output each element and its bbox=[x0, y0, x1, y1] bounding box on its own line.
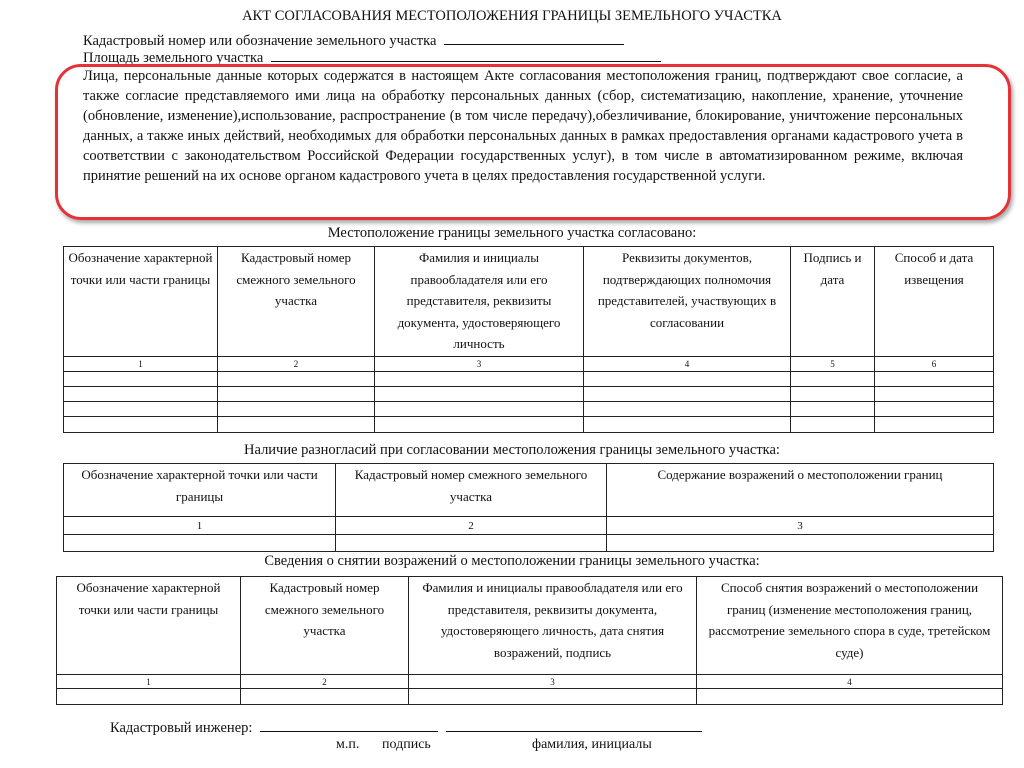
approval-num-2: 2 bbox=[218, 357, 375, 372]
disagreements-num-2: 2 bbox=[336, 517, 607, 535]
removal-heading: Сведения о снятии возражений о местоположении границы земельного участка: bbox=[264, 553, 760, 569]
removal-col-point: Обозначение характерной точки или части границы bbox=[57, 577, 241, 675]
removal-num-1: 1 bbox=[57, 675, 241, 689]
signature-blank bbox=[260, 716, 438, 732]
approval-num-1: 1 bbox=[64, 357, 218, 372]
disagreements-num-1: 1 bbox=[64, 517, 336, 535]
approval-col-notice: Способ и дата извещения bbox=[875, 247, 994, 357]
approval-col-signature: Подпись и дата bbox=[791, 247, 875, 357]
removal-col-cadastral: Кадастровый номер смежного земельного участка bbox=[241, 577, 409, 675]
disagreements-header-row bbox=[64, 464, 994, 517]
table-row bbox=[64, 372, 994, 387]
removal-col-method: Способ снятия возражений о местоположении границ (изменение местоположения границ, рассмотрение земельного спора в суде, третейском суде) bbox=[697, 577, 1003, 675]
table-row bbox=[64, 402, 994, 417]
approval-table bbox=[63, 246, 994, 433]
approval-num-4: 4 bbox=[584, 357, 791, 372]
removal-number-row bbox=[57, 675, 1003, 689]
disagreements-table bbox=[63, 463, 994, 552]
table-row bbox=[64, 535, 994, 552]
disagreements-number-row bbox=[64, 517, 994, 535]
approval-num-6: 6 bbox=[875, 357, 994, 372]
stamp-caption: м.п. bbox=[336, 737, 360, 752]
approval-col-owner: Фамилия и инициалы правообладателя или его представителя, реквизиты документа, удостоверяющего личность bbox=[375, 247, 584, 357]
disagreements-col-cadastral: Кадастровый номер смежного земельного участка bbox=[336, 464, 607, 517]
signature-caption: подпись bbox=[382, 737, 431, 752]
removal-num-2: 2 bbox=[241, 675, 409, 689]
table-row bbox=[64, 417, 994, 433]
approval-num-3: 3 bbox=[375, 357, 584, 372]
approval-heading: Местоположение границы земельного участка согласовано: bbox=[327, 225, 697, 241]
cadastral-number-blank bbox=[444, 29, 624, 45]
approval-number-row bbox=[64, 357, 994, 372]
area-blank bbox=[271, 46, 661, 62]
removal-header-row bbox=[57, 577, 1003, 675]
removal-num-4: 4 bbox=[697, 675, 1003, 689]
area-label: Площадь земельного участка bbox=[83, 50, 264, 66]
engineer-signature-line bbox=[110, 716, 702, 737]
disagreements-col-objections: Содержание возражений о местоположении границ bbox=[607, 464, 994, 517]
approval-col-point: Обозначение характерной точки или части границы bbox=[64, 247, 218, 357]
approval-num-5: 5 bbox=[791, 357, 875, 372]
table-row bbox=[57, 689, 1003, 705]
name-caption: фамилия, инициалы bbox=[532, 737, 652, 752]
removal-num-3: 3 bbox=[409, 675, 697, 689]
consent-paragraph: Лица, персональные данные которых содержатся в настоящем Акте согласования местоположения границ, подтверждают свое согласие, а также согласие представляемого ими лица на обработку персональных данных (сбор, систематизацию, накопление, хранение, уточнение (обновление, изменение),использование, распространение (в том числе передачу),обезличивание, блокирование, уничтожение персональных данных, а также иных действий, необходимых для обработки персональных данных в рамках предоставления органами кадастрового учета в соответствии с законодательством Российской Федерации государственных услуг), в том числе в автоматизированном режиме, включая принятие решений на их основе органом кадастрового учета в целях предоставления государственной услуги. bbox=[83, 68, 963, 184]
engineer-label: Кадастровый инженер: bbox=[110, 720, 253, 736]
document-title: АКТ СОГЛАСОВАНИЯ МЕСТОПОЛОЖЕНИЯ ГРАНИЦЫ ЗЕМЕЛЬНОГО УЧАСТКА bbox=[242, 8, 782, 24]
approval-col-authority-docs: Реквизиты документов, подтверждающих полномочия представителей, участвующих в согласовании bbox=[584, 247, 791, 357]
disagreements-num-3: 3 bbox=[607, 517, 994, 535]
cadastral-number-label: Кадастровый номер или обозначение земельного участка bbox=[83, 33, 437, 49]
disagreements-col-point: Обозначение характерной точки или части границы bbox=[64, 464, 336, 517]
disagreements-heading: Наличие разногласий при согласовании местоположения границы земельного участка: bbox=[244, 442, 780, 458]
removal-table bbox=[56, 576, 1003, 705]
table-row bbox=[64, 387, 994, 402]
approval-col-cadastral: Кадастровый номер смежного земельного участка bbox=[218, 247, 375, 357]
removal-col-owner: Фамилия и инициалы правообладателя или его представителя, реквизиты документа, удостоверяющего личность, дата снятия возражений, подпись bbox=[409, 577, 697, 675]
name-blank bbox=[446, 716, 702, 732]
approval-header-row bbox=[64, 247, 994, 357]
